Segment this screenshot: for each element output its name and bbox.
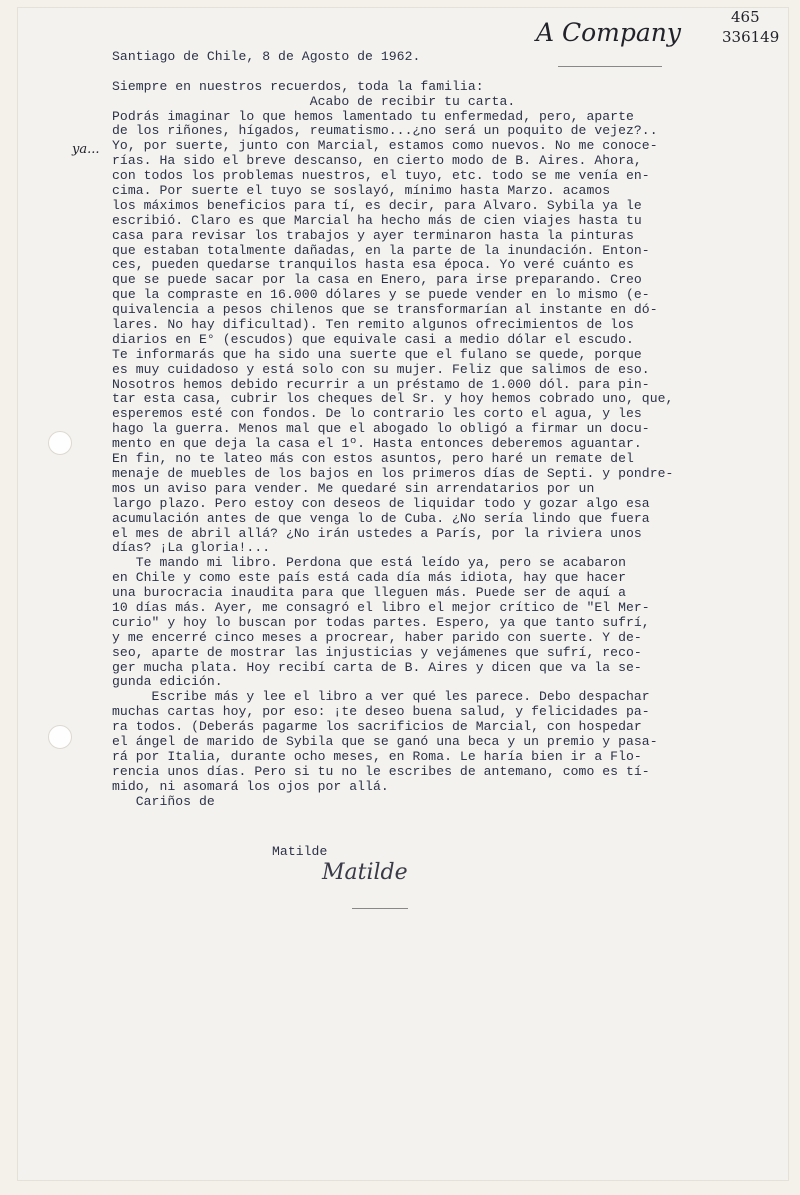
signature-flourish [352, 908, 408, 909]
letter-line: 10 días más. Ayer, me consagró el libro el mejor crítico de "El Mer- [112, 599, 650, 615]
letter-line: días? ¡La gloria!... [112, 540, 271, 556]
letter-line: mento en que deja la casa el 1º. Hasta entonces deberemos aguantar. [112, 436, 642, 452]
letter-line: casa para revisar los trabajos y ayer terminaron hasta la pinturas [112, 227, 634, 243]
letter-line: Te mando mi libro. Perdona que está leído ya, pero se acabaron [112, 555, 626, 571]
letter-line: mido, ni asomará los ojos por allá. [112, 778, 389, 794]
letter-line: Te informarás que ha sido una suerte que el fulano se quede, porque [112, 346, 642, 362]
letter-line: En fin, no te lateo más con estos asuntos, pero haré un remate del [112, 451, 634, 467]
letter-line: seo, aparte de mostrar las injusticias y vejámenes que sufrí, reco- [112, 644, 642, 660]
letter-line: que la compraste en 16.000 dólares y se puede vender en lo mismo (e- [112, 287, 650, 303]
letter-line: Nosotros hemos debido recurrir a un préstamo de 1.000 dól. para pin- [112, 376, 650, 392]
letter-line: rencia unos días. Pero si tu no le escribes de antemano, como es tí- [112, 763, 650, 779]
letter-line: hago la guerra. Menos mal que el abogado lo obligó a firmar un docu- [112, 421, 650, 437]
letter-line: Yo, por suerte, junto con Marcial, estamos como nuevos. No me conoce- [112, 138, 658, 154]
letter-line [112, 65, 767, 80]
letter-line: que se puede sacar por la casa en Enero, para irse preparando. Creo [112, 272, 642, 288]
margin-note-left: ya... [72, 142, 100, 157]
typed-signature: Matilde [272, 844, 328, 859]
letter-line: diarios en E° (escudos) que equivale casi a medio dólar el escudo. [112, 331, 634, 347]
margin-note-company: A Company [536, 18, 682, 47]
letter-line: lares. No hay dificultad). Ten remito algunos ofrecimientos de los [112, 317, 634, 333]
letter-line: cima. Por suerte el tuyo se soslayó, mínimo hasta Marzo. acamos [112, 183, 611, 199]
letter-line: Cariños de [112, 793, 215, 809]
letter-line: Podrás imaginar lo que hemos lamentado tu enfermedad, pero, aparte [112, 108, 634, 124]
handwritten-signature: Matilde [322, 860, 408, 885]
letter-line: y me encerré cinco meses a procrear, haber parido con suerte. Y de- [112, 629, 642, 645]
letter-line: esperemos esté con fondos. De lo contrario les corto el agua, y les [112, 406, 642, 422]
letter-line: curio" y hoy lo buscan por todas partes. Espero, ya que tanto sufrí, [112, 614, 650, 630]
letter-line: acumulación antes de que venga lo de Cuba. ¿No sería lindo que fuera [112, 510, 650, 526]
letter-line: es muy cuidadoso y está solo con su mujer. Feliz que salimos de eso. [112, 361, 650, 377]
letter-line: ces, pueden quedarse tranquilos hasta esa época. Yo veré cuánto es [112, 257, 634, 273]
letter-line: con todos los problemas nuestros, el tuyo, etc. todo se me venía en- [112, 168, 650, 184]
letter-line: Escribe más y lee el libro a ver qué les parece. Debo despachar [112, 689, 650, 705]
letter-line: el mes de abril allá? ¿No irán ustedes a París, por la riviera unos [112, 525, 642, 541]
letter-line: rías. Ha sido el breve descanso, en cierto modo de B. Aires. Ahora, [112, 153, 642, 169]
punch-hole-bottom [48, 725, 72, 749]
letter-line: los máximos beneficios para tí, es decir, para Alvaro. Sybila ya le [112, 197, 642, 213]
letter-line: Acabo de recibir tu carta. [112, 93, 516, 109]
letter-line: muchas cartas hoy, por eso: ¡te deseo buena salud, y felicidades pa- [112, 704, 650, 720]
letter-line: ra todos. (Deberás pagarme los sacrificios de Marcial, con hospedar [112, 719, 642, 735]
letter-line: una burocracia inaudita para que lleguen más. Puede ser de aquí a [112, 585, 626, 601]
letter-line: largo plazo. Pero estoy con deseos de liquidar todo y gozar algo esa [112, 495, 650, 511]
letter-line: quivalencia a pesos chilenos que se transformarían al instante en dó- [112, 302, 658, 318]
letter-line: rá por Italia, durante ocho meses, en Roma. Le haría bien ir a Flo- [112, 748, 642, 764]
letter-line: Santiago de Chile, 8 de Agosto de 1962. [112, 49, 421, 64]
letter-body [112, 50, 767, 809]
letter-line: ger mucha plata. Hoy recibí carta de B. Aires y dicen que va la se- [112, 659, 642, 675]
letter-line: que estaban totalmente dañadas, en la parte de la inundación. Enton- [112, 242, 650, 258]
letter-line: tar esta casa, cubrir los cheques del Sr. y hoy hemos cobrado uno, que, [112, 391, 674, 407]
letter-line: de los riñones, hígados, reumatismo...¿no será un poquito de vejez?.. [112, 123, 658, 139]
archive-number-bottom: 336149 [722, 28, 780, 46]
punch-hole-top [48, 431, 72, 455]
letter-line: escribió. Claro es que Marcial ha hecho más de cien viajes hasta tu [112, 212, 642, 228]
letter-line: menaje de muebles de los bajos en los primeros días de Septi. y pondre- [112, 465, 674, 481]
letter-line: gunda edición. [112, 674, 223, 690]
archive-number-top: 465 [731, 8, 760, 26]
letter-line: Siempre en nuestros recuerdos, toda la familia: [112, 78, 484, 94]
letter-line: el ángel de marido de Sybila que se ganó una beca y un premio y pasa- [112, 733, 658, 749]
letter-line: en Chile y como este país está cada día más idiota, hay que hacer [112, 570, 626, 586]
letter-line: mos un aviso para vender. Me quedaré sin arrendatarios por un [112, 480, 595, 496]
